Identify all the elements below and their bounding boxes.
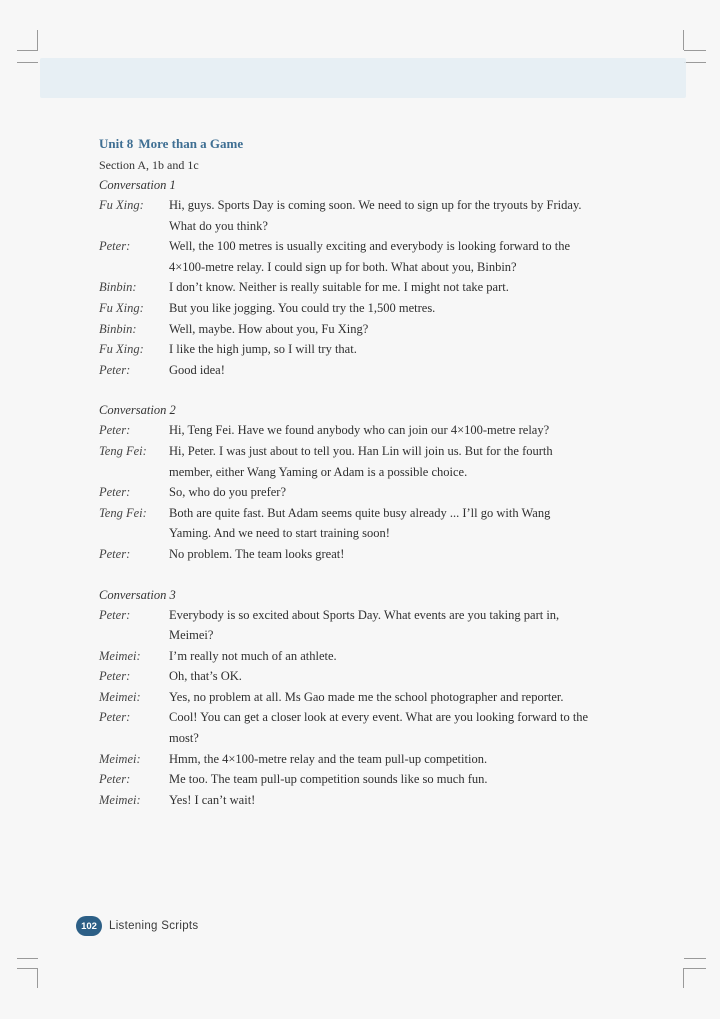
utterance-text: Hmm, the 4×100-metre relay and the team pull-up competition. [169,751,488,766]
utterance-text: Everybody is so excited about Sports Day. What events are you taking part in, Meimei? [169,607,560,643]
dialogue-line [99,298,599,319]
speaker-name: Peter: [99,669,131,684]
utterance-text: Cool! You can get a closer look at every event. What are you looking forward to the most? [169,710,589,746]
dialogue-line [99,687,599,708]
dialogue-line [99,319,599,340]
section-label: Section A, 1b and 1c [99,158,199,172]
conversation-title: Conversation 3 [99,587,176,602]
speaker-name: Peter: [99,607,131,622]
crop-mark-top-right-h [684,50,706,51]
utterance-text: I’m really not much of an athlete. [169,648,337,663]
speaker-name: Peter: [99,239,131,254]
speaker-name: Teng Fei: [99,505,147,520]
speaker-name: Meimei: [99,751,141,766]
dialogue-line [99,769,599,790]
dialogue-line [99,544,599,565]
dialogue-line [99,339,599,360]
dialogue-line [99,277,599,298]
page-footer [76,916,198,936]
crop-mark-top-right-h2 [684,62,706,63]
crop-mark-bottom-left-h2 [17,968,38,969]
unit-number: Unit 8 [99,136,134,151]
dialogue-line [99,503,599,544]
utterance-text: Yes, no problem at all. Ms Gao made me the school photographer and reporter. [169,689,564,704]
speaker-name: Teng Fei: [99,443,147,458]
crop-mark-bottom-right-h [684,958,706,959]
dialogue-line [99,236,599,277]
utterance-text: No problem. The team looks great! [169,546,345,561]
utterance-text: Hi, Teng Fei. Have we found anybody who can join our 4×100-metre relay? [169,423,550,438]
unit-title [99,134,599,154]
dialogue-line [99,646,599,667]
speaker-name: Peter: [99,485,131,500]
dialogue-line [99,749,599,770]
crop-mark-bottom-left-h [17,958,38,959]
dialogue-line [99,420,599,441]
listening-script [99,134,599,810]
dialogue-line [99,707,599,748]
speaker-name: Peter: [99,710,131,725]
utterance-text: Hi, guys. Sports Day is coming soon. We need to sign up for the tryouts by Friday. What do you think? [169,198,582,233]
speaker-name: Fu Xing: [99,198,144,212]
speaker-name: Fu Xing: [99,342,144,357]
crop-mark-bottom-right-v [683,968,684,988]
speaker-name: Peter: [99,772,131,787]
crop-mark-top-left-v [37,30,38,50]
dialogue-line [99,441,599,482]
utterance-text: I don’t know. Neither is really suitable for me. I might not take part. [169,280,509,295]
conversation-title: Conversation 1 [99,178,176,192]
crop-mark-bottom-right-h2 [684,968,706,969]
speaker-name: Peter: [99,362,131,377]
utterance-text: I like the high jump, so I will try that. [169,342,357,357]
utterance-text: Well, the 100 metres is usually exciting and everybody is looking forward to the 4×100-metre relay. I could sign up for both. What about you, Binbin? [169,239,570,274]
utterance-text: Me too. The team pull-up competition sounds like so much fun. [169,772,488,787]
conversation-2 [99,400,599,564]
speaker-name: Peter: [99,423,131,438]
utterance-text: Oh, that’s OK. [169,669,242,684]
page-number-badge: 102 [76,916,102,936]
conversation-3 [99,585,599,811]
crop-mark-top-left-h2 [17,62,38,63]
speaker-name: Meimei: [99,792,141,807]
crop-mark-top-left-h [17,50,38,51]
speaker-name: Meimei: [99,689,141,704]
utterance-text: Both are quite fast. But Adam seems quite busy already ... I’ll go with Wang Yaming. And we need to start training soon! [169,505,551,541]
speaker-name: Binbin: [99,280,137,295]
crop-mark-bottom-left-v [37,968,38,988]
conversation-title: Conversation 2 [99,403,176,418]
crop-mark-top-right-v [683,30,684,50]
utterance-text: Well, maybe. How about you, Fu Xing? [169,321,369,336]
dialogue-line [99,605,599,646]
utterance-text: Hi, Peter. I was just about to tell you. Han Lin will join us. But for the fourth member, either Wang Yaming or Adam is a possible choice. [169,443,553,479]
speaker-name: Peter: [99,546,131,561]
header-band [40,58,686,98]
utterance-text: But you like jogging. You could try the 1,500 metres. [169,300,436,315]
speaker-name: Meimei: [99,648,141,663]
speaker-name: Binbin: [99,321,137,336]
dialogue-line [99,666,599,687]
utterance-text: Yes! I can’t wait! [169,792,256,807]
dialogue-line [99,790,599,811]
dialogue-line [99,360,599,381]
dialogue-line [99,195,599,236]
utterance-text: So, who do you prefer? [169,485,286,500]
conversation-1 [99,175,599,380]
unit-name: More than a Game [138,136,244,151]
running-head: Listening Scripts [109,920,199,932]
conversation-list [99,175,599,810]
speaker-name: Fu Xing: [99,300,144,315]
dialogue-line [99,482,599,503]
utterance-text: Good idea! [169,362,225,377]
